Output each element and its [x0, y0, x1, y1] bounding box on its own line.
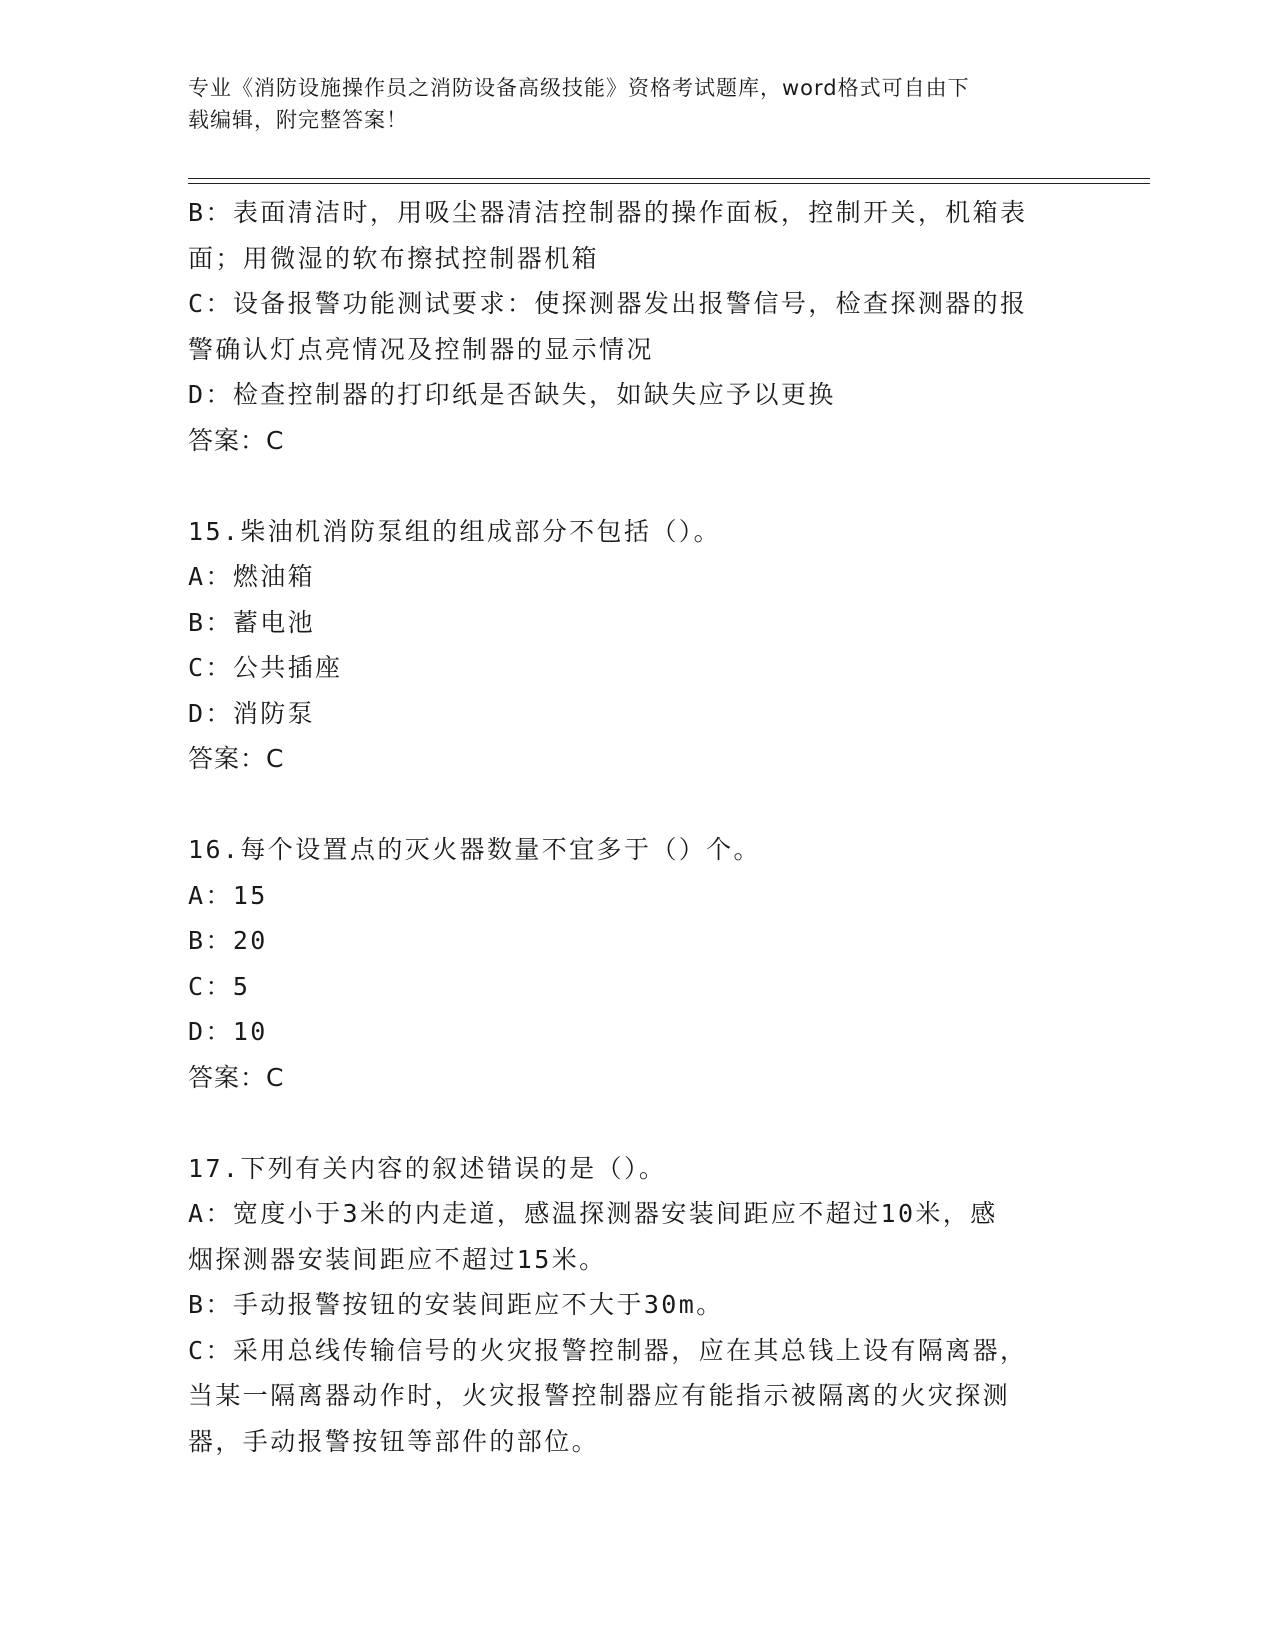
question-17: [188, 1146, 1078, 1465]
spacer: [188, 782, 1078, 828]
option-b-line-1: B：表面清洁时，用吸尘器清洁控制器的操作面板，控制开关，机箱表: [188, 198, 1028, 227]
question-14-continued: [188, 190, 1078, 463]
header-line-1: 专业《消防设施操作员之消防设备高级技能》资格考试题库，word格式可自由下: [188, 76, 970, 100]
option-a: A：燃油箱: [188, 562, 316, 591]
option-a: A：15: [188, 880, 268, 910]
answer: 答案：C: [188, 744, 285, 773]
option-d: D：10: [188, 1017, 268, 1046]
option-a-line-2: 烟探测器安装间距应不超过15米。: [188, 1244, 607, 1274]
header-divider-top: [188, 178, 1150, 179]
option-c-line-2: 当某一隔离器动作时，火灾报警控制器应有能指示被隔离的火灾探测: [188, 1381, 1011, 1410]
option-b: B：手动报警按钮的安装间距应不大于30m。: [188, 1290, 724, 1319]
option-d: D：消防泵: [188, 698, 316, 728]
option-d: D：检查控制器的打印纸是否缺失，如缺失应予以更换: [188, 380, 836, 409]
option-b: B：蓄电池: [188, 607, 316, 637]
option-c: C：5: [188, 971, 251, 1001]
option-c-line-3: 器，手动报警按钮等部件的部位。: [188, 1426, 600, 1456]
question-16: [188, 827, 1078, 1100]
question-text: 17.下列有关内容的叙述错误的是（）。: [188, 1153, 667, 1183]
question-15: [188, 509, 1078, 782]
answer: 答案：C: [188, 425, 285, 455]
option-b: B：20: [188, 926, 268, 955]
header-divider-bottom: [188, 183, 1150, 184]
option-c-line-2: 警确认灯点亮情况及控制器的显示情况: [188, 334, 654, 364]
answer: 答案：C: [188, 1062, 285, 1092]
spacer: [188, 463, 1078, 509]
option-b-line-2: 面；用微湿的软布擦拭控制器机箱: [188, 243, 600, 273]
option-c-line-1: C：设备报警功能测试要求：使探测器发出报警信号，检查探测器的报: [188, 289, 1028, 318]
option-c-line-1: C：采用总线传输信号的火灾报警控制器，应在其总钱上设有隔离器，: [188, 1335, 1028, 1365]
question-text: 16.每个设置点的灭火器数量不宜多于（）个。: [188, 835, 761, 864]
document-header: [188, 72, 1088, 136]
question-list: [188, 190, 1078, 1464]
header-line-2: 载编辑，附完整答案！: [188, 108, 408, 132]
option-a-line-1: A：宽度小于3米的内走道，感温探测器安装间距应不超过10米，感: [188, 1199, 998, 1228]
question-text: 15.柴油机消防泵组的组成部分不包括（）。: [188, 516, 722, 546]
option-c: C：公共插座: [188, 653, 343, 682]
spacer: [188, 1100, 1078, 1146]
